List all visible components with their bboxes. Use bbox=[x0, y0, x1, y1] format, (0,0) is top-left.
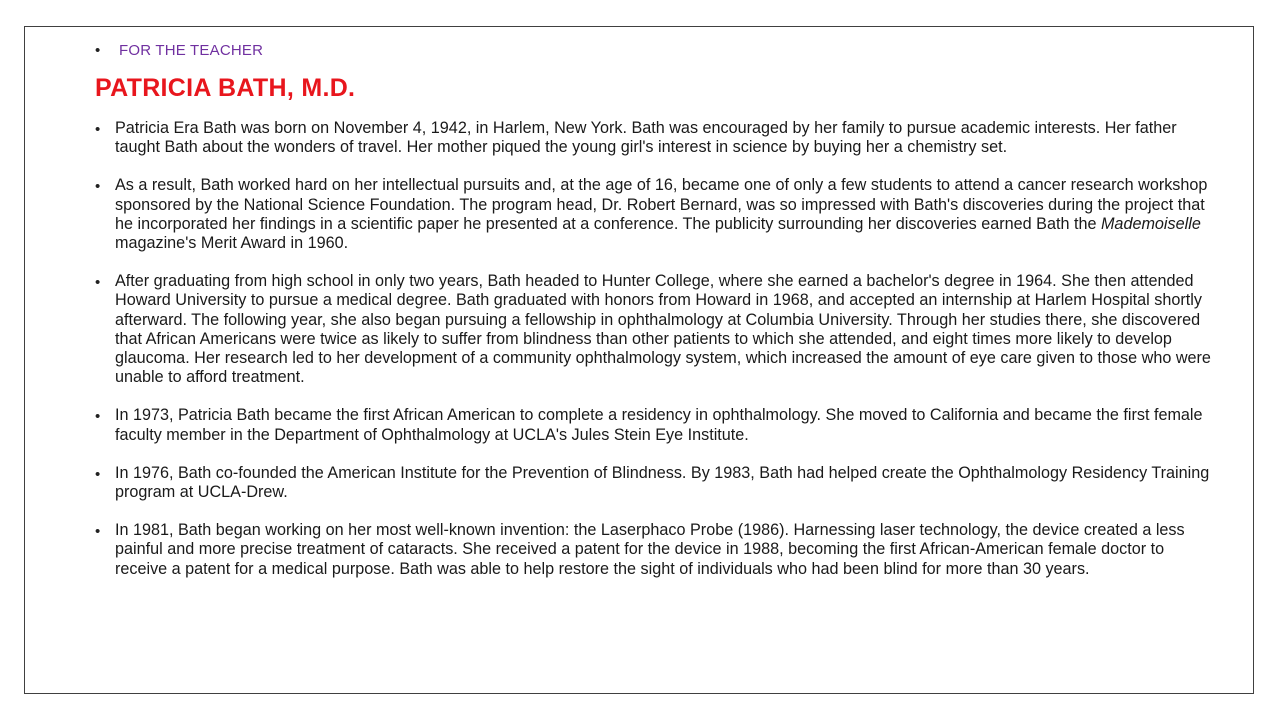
paragraph-text-after: magazine's Merit Award in 1960. bbox=[115, 234, 349, 253]
paragraph-text: In 1973, Patricia Bath became the first African American to complete a residency in ophthalmology. She moved to California and became the first female faculty member in the Department of Ophthalmology at UCLA's Jules Stein Eye Institute. bbox=[115, 406, 1203, 444]
bullet-icon: • bbox=[95, 274, 101, 292]
paragraph-text: After graduating from high school in only two years, Bath headed to Hunter College, where she earned a bachelor's degree in 1964. She then attended Howard University to pursue a medical degree. Bath graduated with honors from Howard in 1968, and accepted an internship at Harlem Hospital shortly afterward. The following year, she also began pursuing a fellowship in ophthalmology at Columbia University. Through her studies there, she discovered that African Americans were twice as likely to suffer from blindness than other patients to which she attended, and eight times more likely to develop glaucoma. Her research led to her development of a community ophthalmology system, which increased the amount of eye care given to those who were unable to afford treatment. bbox=[115, 272, 1211, 387]
paragraph-birth bbox=[95, 119, 1220, 157]
bullet-icon: • bbox=[95, 178, 101, 196]
paragraph-text-before: As a result, Bath worked hard on her intellectual pursuits and, at the age of 16, became one of only a few students to attend a cancer research workshop sponsored by the National Science Foundation. The program head, Dr. Robert Bernard, was so impressed with Bath's discoveries during the project that he incorporated her findings in a scientific paper he presented at a conference. The publicity surrounding her discoveries earned Bath the bbox=[115, 176, 1208, 233]
bullet-icon: • bbox=[95, 465, 101, 483]
teacher-header bbox=[95, 41, 1220, 61]
paragraph-text: Patricia Era Bath was born on November 4, 1942, in Harlem, New York. Bath was encouraged by her family to pursue academic interests. Her father taught Bath about the wonders of travel. Her mother piqued the young girl's interest in science by buying her a chemistry set. bbox=[115, 119, 1177, 157]
bullet-icon: • bbox=[95, 121, 101, 138]
paragraph-invention bbox=[95, 521, 1220, 579]
teacher-header-label: FOR THE TEACHER bbox=[119, 42, 264, 59]
page-title: PATRICIA BATH, M.D. bbox=[95, 74, 356, 102]
magazine-name: Mademoiselle bbox=[1100, 214, 1201, 233]
paragraph-text: In 1981, Bath began working on her most well-known invention: the Laserphaco Probe (1986). Harnessing laser technology, the device created a less painful and more precise treatment of cataracts. She received a patent for the device in 1988, becoming the first African-American female doctor to receive a patent for a medical purpose. Bath was able to help restore the sight of individuals who had been blind for more than 30 years. bbox=[115, 521, 1185, 578]
paragraph-text: In 1976, Bath co-founded the American Institute for the Prevention of Blindness. By 1983, Bath had helped create the Ophthalmology Residency Training program at UCLA-Drew. bbox=[115, 463, 1210, 502]
bullet-icon: • bbox=[95, 523, 101, 541]
bullet-icon: • bbox=[95, 42, 101, 59]
slide-frame bbox=[24, 26, 1254, 694]
paragraph-education bbox=[95, 272, 1220, 387]
paragraph-residency bbox=[95, 406, 1220, 444]
paragraph-institute bbox=[95, 464, 1220, 502]
slide-content bbox=[95, 41, 1220, 598]
bullet-icon: • bbox=[95, 408, 101, 426]
paragraph-early-research bbox=[95, 176, 1220, 253]
